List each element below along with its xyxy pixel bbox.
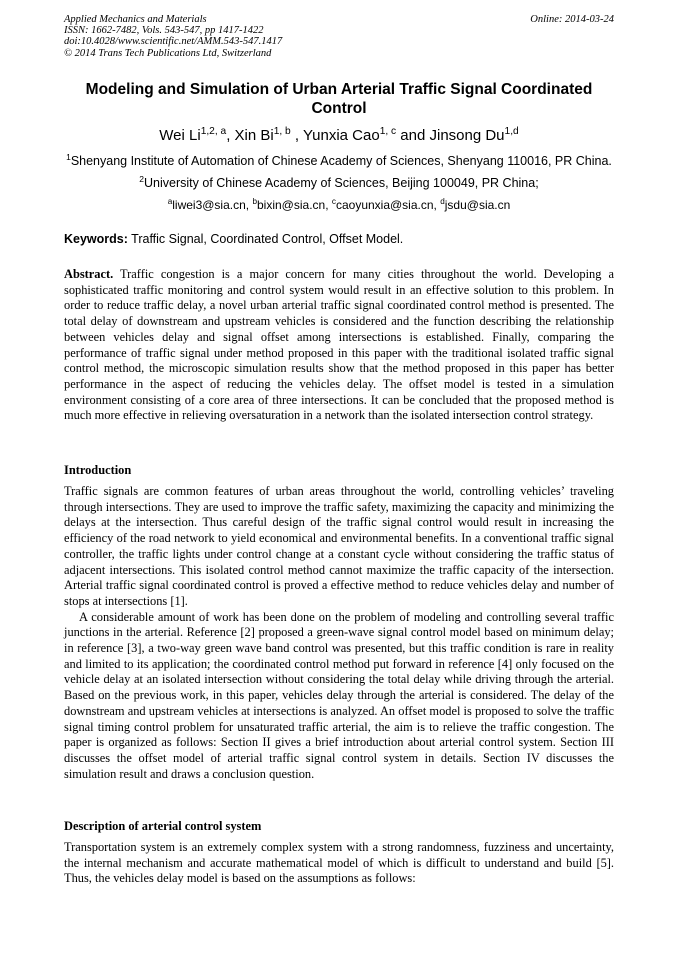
issn-line: ISSN: 1662-7482, Vols. 543-547, pp 1417-1422 [64, 25, 264, 37]
online-date: Online: 2014-03-24 [530, 14, 614, 25]
author-name: Wei Li [159, 127, 201, 144]
author-emails [64, 197, 614, 213]
keywords [64, 231, 614, 247]
author-affiliation-mark: 1, b [273, 126, 291, 137]
affiliation-text: Shenyang Institute of Automation of Chinese Academy of Sciences, Shenyang 110016, PR China. [70, 154, 612, 168]
email-mark: b [252, 197, 257, 206]
keywords-text: Traffic Signal, Coordinated Control, Offset Model. [127, 232, 404, 246]
author-name: Jinsong Du [429, 127, 505, 144]
email-address: jsdu@sia.cn [444, 198, 511, 212]
abstract [64, 267, 614, 424]
journal-name: Applied Mechanics and Materials [64, 14, 207, 25]
abstract-text: Traffic congestion is a major concern for many cities throughout the world. Developing a sophisticated traffic monitoring and control system would result in an effective solution to this problem. In order to reduce traffic delay, a novel urban arterial traffic signal coordinated control method is presented. The total delay of downstream and upstream vehicles is considered and the function describing the relationship between vehicles delay and signal offset among intersections is established. Finally, comparing the performance of traffic signal under method proposed in this paper with the traditional isolated traffic signal control method, the microscopic simulation results show that the method proposed in this paper has better performance in the aspect of reducing the vehicles delay. The offset model is tested in a simulation environment consisting of a core area of three intersections. It can be concluded that the proposed method is much more effective in relieving oversaturation in a network than the isolated intersection control strategy. [64, 267, 614, 423]
author-separator: , [226, 127, 235, 144]
affiliation-text: University of Chinese Academy of Sciences, Beijing 100049, PR China; [144, 176, 539, 190]
author-affiliation-mark: 1,2, a [200, 126, 227, 137]
email-address: liwei3@sia.cn, [172, 198, 253, 212]
paragraph: A considerable amount of work has been done on the problem of modeling and controlling several traffic junctions in the arterial. Reference [2] proposed a green-wave signal control model based on minimum delay; in reference [3], a two-way green wave band control was presented, but this traffic condition is rare in reality and limited to its application; the coordinated control method put forward in reference [4] only focused on the vehicle delay at an isolated intersection without considering the total delay while driving through the arterial. Based on the previous work, in this paper, vehicles delay through the arterial is considered. The delay of the downstream and upstream vehicles at intersections is analyzed. An offset model is proposed to solve the traffic signal timing control problem for unsaturated traffic arterial, the aim is to relieve the traffic congestion. The paper is organized as follows: Section II gives a brief introduction about arterial control system. Section III discusses the offset model of arterial traffic signal control system in details. Section IV discusses the simulation result and draws a conclusion question. [64, 609, 614, 781]
abstract-label: Abstract. [64, 267, 114, 281]
email-address: caoyunxia@sia.cn, [335, 198, 441, 212]
description-body [64, 840, 614, 887]
affiliation-mark: 1 [66, 151, 71, 162]
journal-header [64, 14, 614, 59]
email-mark: d [440, 197, 445, 206]
introduction-body [64, 484, 614, 782]
paragraph: Transportation system is an extremely complex system with a strong randomness, fuzziness and uncertainty, the internal mechanism and accurate mathematical model of which is difficult to understand and build [5]. Thus, the vehicles delay model is based on the assumptions as follows: [64, 840, 614, 886]
author-affiliation-mark: 1,d [504, 126, 519, 137]
email-mark: c [331, 197, 336, 206]
author-affiliation-mark: 1, c [379, 126, 397, 137]
keywords-label: Keywords: [64, 232, 128, 246]
section-heading-description: Description of arterial control system [64, 819, 262, 833]
paper-title: Modeling and Simulation of Urban Arterial Traffic Signal Coordinated Control [85, 81, 593, 117]
copyright-line: © 2014 Trans Tech Publications Ltd, Switzerland [64, 47, 272, 59]
author-name: Xin Bi [234, 127, 274, 144]
email-mark: a [167, 197, 173, 206]
affiliation-1 [64, 153, 614, 169]
section-heading-introduction: Introduction [64, 463, 132, 477]
affiliation-mark: 2 [139, 173, 145, 184]
author-separator: and [396, 127, 430, 144]
email-address: bixin@sia.cn, [257, 198, 332, 212]
author-name: Yunxia Cao [302, 127, 380, 144]
paragraph: Traffic signals are common features of urban areas throughout the world, controlling vehicles’ traveling through intersections. They are used to improve the traffic safety, maximizing the capacity and minimizing the delays at the intersection. Thus careful design of the traffic signal control would result in increasing the efficiency of the road network to yield economical and environmental benefits. In a conventional traffic signal controller, the traffic lights under control change at a constant cycle without considering the traffic status of adjacent intersections. This isolated control method cannot maximize the traffic capacity of the intersection. Arterial traffic signal coordinated control is proved a effective method to reduce vehicles delay and number of stops at intersections [1]. [64, 484, 614, 608]
author-list [64, 126, 614, 146]
affiliation-2 [64, 175, 614, 191]
doi-line: doi:10.4028/www.scientific.net/AMM.543-547.1417 [64, 36, 283, 48]
author-separator: , [290, 127, 303, 144]
